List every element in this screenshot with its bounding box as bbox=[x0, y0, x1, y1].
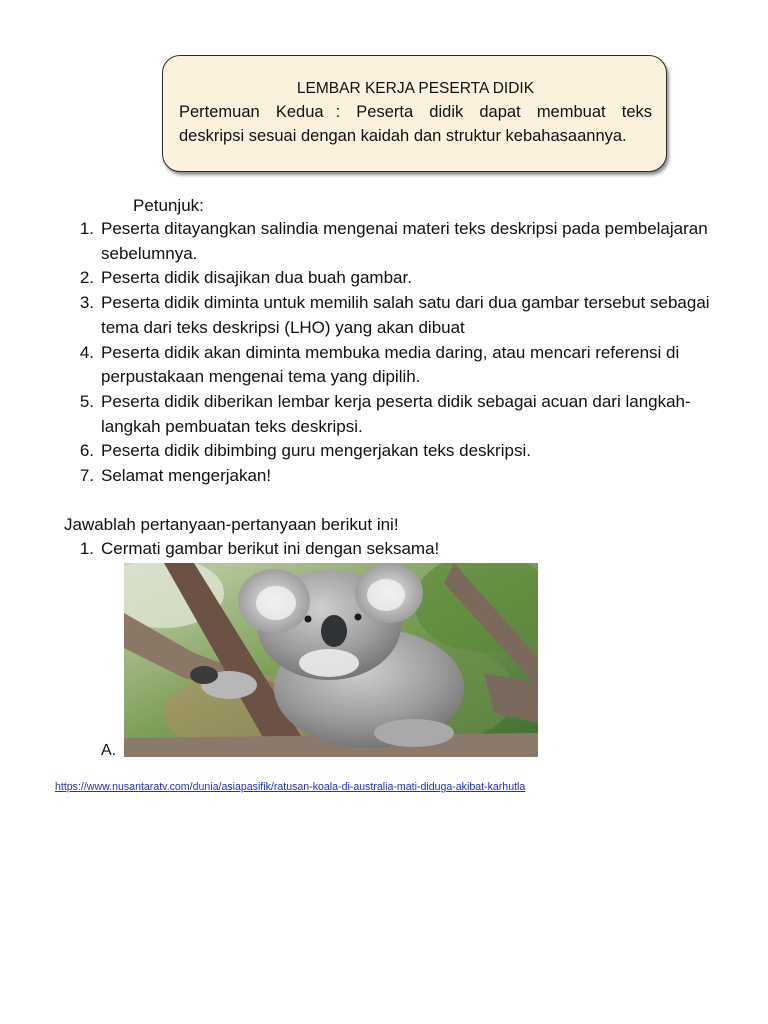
list-item bbox=[64, 390, 714, 439]
item-number: 6. bbox=[79, 441, 94, 461]
koala-image-icon bbox=[124, 563, 538, 757]
item-text: Peserta didik diminta untuk memilih salah satu dari dua gambar tersebut sebagai tema dari teks deskripsi (LHO) yang akan dibuat bbox=[101, 293, 710, 337]
item-number: 4. bbox=[79, 342, 94, 362]
list-item bbox=[64, 266, 714, 291]
source-link[interactable]: https://www.nusantaratv.com/dunia/asiapasifik/ratusan-koala-di-australia-mati-diduga-akibat-karhutla bbox=[55, 781, 526, 793]
item-text: Peserta didik diberikan lembar kerja peserta didik sebagai acuan dari langkah-langkah pembuatan teks deskripsi. bbox=[101, 391, 691, 436]
koala-photo bbox=[124, 563, 538, 757]
item-text: Peserta didik akan diminta membuka media daring, atau mencari referensi di perpustakaan mengenai tema yang dipilih. bbox=[101, 342, 680, 387]
worksheet-header-box bbox=[162, 55, 667, 172]
item-text: Peserta didik disajikan dua buah gambar. bbox=[101, 268, 412, 288]
questions-heading: Jawablah pertanyaan-pertanyaan berikut ini! bbox=[64, 515, 399, 534]
list-item bbox=[64, 464, 714, 489]
item-number: 1. bbox=[79, 219, 94, 238]
item-number: 7. bbox=[79, 466, 94, 486]
option-a-label: A. bbox=[101, 742, 117, 759]
list-item bbox=[64, 537, 714, 562]
item-number: 1. bbox=[79, 539, 94, 558]
meeting-objective bbox=[179, 100, 652, 148]
instructions-heading: Petunjuk: bbox=[133, 196, 204, 215]
item-number: 5. bbox=[79, 391, 94, 411]
item-text: Cermati gambar berikut ini dengan seksama! bbox=[101, 539, 440, 558]
list-item bbox=[64, 439, 714, 464]
objective-text: : Peserta didik dapat membuat teks deskripsi sesuai dengan kaidah dan struktur kebahasaannya. bbox=[179, 103, 652, 145]
meeting-label: Pertemuan Kedua bbox=[179, 103, 324, 121]
list-item bbox=[64, 291, 714, 340]
list-item bbox=[64, 217, 714, 266]
item-text: Peserta didik dibimbing guru mengerjakan teks deskripsi. bbox=[101, 441, 531, 461]
item-number: 3. bbox=[79, 293, 94, 313]
item-number: 2. bbox=[79, 268, 94, 288]
questions-list bbox=[64, 537, 714, 562]
list-item bbox=[64, 341, 714, 390]
instructions-list bbox=[64, 217, 714, 489]
worksheet-title: LEMBAR KERJA PESERTA DIDIK bbox=[296, 80, 535, 97]
item-text: Peserta ditayangkan salindia mengenai materi teks deskripsi pada pembelajaran sebelumnya. bbox=[101, 219, 708, 263]
item-text: Selamat mengerjakan! bbox=[101, 466, 272, 486]
